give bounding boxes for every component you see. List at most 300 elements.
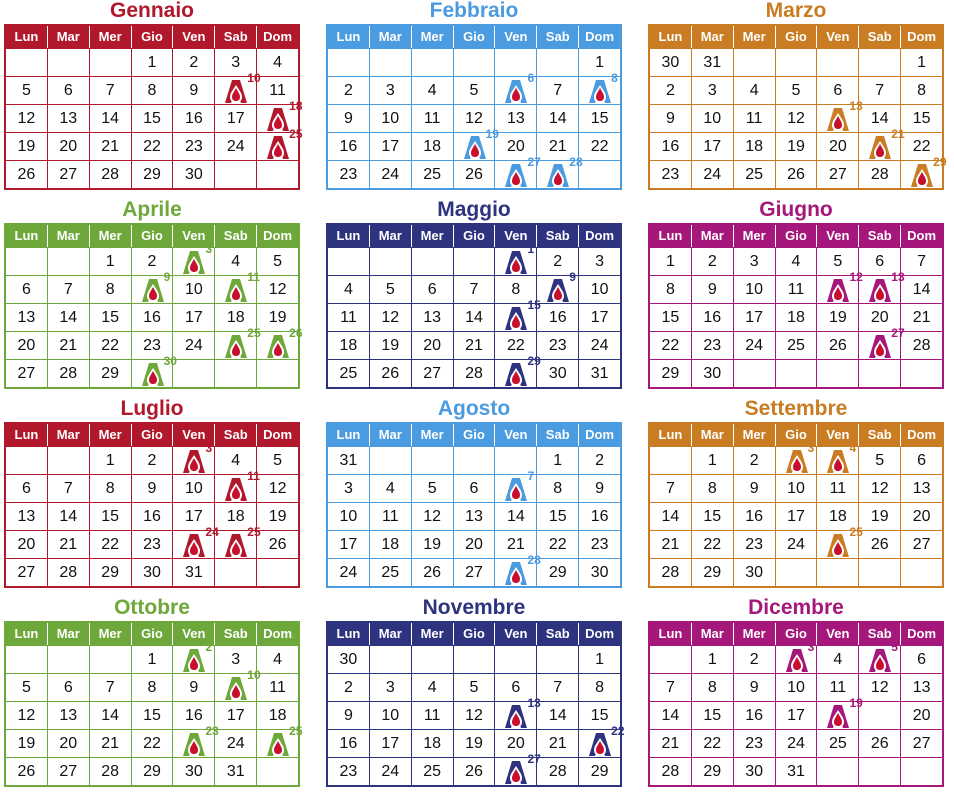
day-cell: 3 bbox=[214, 646, 256, 673]
day-cell: 31 bbox=[172, 559, 214, 586]
week-row bbox=[328, 724, 625, 757]
blood-drop-badge-icon bbox=[265, 333, 291, 359]
day-cell: 27 bbox=[816, 161, 858, 188]
week-row bbox=[6, 160, 298, 188]
day-cell: 15 bbox=[536, 503, 578, 530]
day-cell: 8 bbox=[131, 674, 173, 701]
weekday-label: Mar bbox=[691, 424, 733, 446]
day-cell: 29 bbox=[89, 360, 131, 387]
day-cell: 20 bbox=[47, 133, 89, 160]
day-cell: 21 bbox=[900, 304, 942, 331]
week-row bbox=[6, 525, 298, 558]
day-cell: 17 bbox=[578, 304, 620, 331]
blood-drop-badge-icon bbox=[181, 448, 207, 474]
day-cell: 26 bbox=[453, 161, 495, 188]
day-cell: 2 bbox=[733, 447, 775, 474]
day-cell: 7 bbox=[536, 674, 578, 701]
day-cell: 8 bbox=[89, 276, 131, 303]
weekday-label: Mer bbox=[411, 623, 453, 645]
weekday-label: Sab bbox=[858, 225, 900, 247]
donation-day-cell bbox=[494, 155, 541, 188]
empty-day-cell bbox=[858, 702, 900, 729]
day-cell: 16 bbox=[339, 138, 358, 155]
day-cell: 14 bbox=[536, 702, 578, 729]
month-title: Febbraio bbox=[429, 0, 519, 22]
weekday-label: Lun bbox=[658, 626, 683, 641]
weekday-label: Mer bbox=[411, 26, 453, 48]
weekday-label: Mar bbox=[47, 623, 89, 645]
day-cell: 18 bbox=[339, 337, 358, 354]
empty-day-cell bbox=[816, 360, 858, 387]
blood-drop-badge-icon bbox=[223, 675, 249, 701]
day-cell: 14 bbox=[47, 304, 89, 331]
weekday-label: Lun bbox=[14, 427, 39, 442]
weekday-label: Ven bbox=[494, 26, 536, 48]
empty-day-cell bbox=[858, 49, 900, 76]
day-cell: 15 bbox=[89, 304, 131, 331]
empty-day-cell bbox=[369, 49, 411, 76]
month-gennaio bbox=[4, 0, 303, 190]
day-cell: 16 bbox=[172, 702, 214, 729]
donation-day-cell bbox=[256, 326, 303, 359]
weekday-label: Mer bbox=[89, 225, 131, 247]
weekday-label: Sab bbox=[214, 225, 256, 247]
day-cell: 4 bbox=[214, 248, 256, 275]
day-cell: 25 bbox=[411, 161, 453, 188]
day-cell: 21 bbox=[89, 730, 131, 757]
day-cell: 6 bbox=[411, 276, 453, 303]
blood-drop-badge-icon bbox=[265, 731, 291, 757]
empty-day-cell bbox=[6, 646, 47, 673]
day-cell: 27 bbox=[17, 365, 36, 382]
day-cell: 28 bbox=[47, 559, 89, 586]
day-cell: 3 bbox=[733, 248, 775, 275]
donation-day-cell bbox=[131, 270, 173, 303]
empty-day-cell bbox=[453, 49, 495, 76]
donation-day-cell bbox=[214, 525, 261, 558]
blood-drop-badge-icon bbox=[181, 647, 207, 673]
day-cell: 28 bbox=[453, 360, 495, 387]
weekday-label: Gio bbox=[775, 424, 817, 446]
day-cell: 26 bbox=[369, 360, 411, 387]
month-febbraio bbox=[326, 0, 622, 190]
day-cell: 24 bbox=[339, 564, 358, 581]
day-cell: 19 bbox=[858, 503, 900, 530]
day-cell: 22 bbox=[536, 531, 578, 558]
weekday-label: Ven bbox=[816, 225, 858, 247]
week-row bbox=[650, 729, 942, 757]
weekday-label: Mer bbox=[89, 623, 131, 645]
empty-day-cell bbox=[453, 447, 495, 474]
weekday-label: Lun bbox=[336, 29, 361, 44]
blood-drop-badge-icon bbox=[503, 162, 529, 188]
blood-drop-badge-icon bbox=[503, 560, 529, 586]
donation-day-cell bbox=[214, 469, 260, 502]
day-cell: 24 bbox=[733, 332, 775, 359]
day-cell: 27 bbox=[411, 360, 453, 387]
month-title: Luglio bbox=[120, 397, 184, 420]
weekday-label: Ven bbox=[494, 225, 536, 247]
day-cell: 5 bbox=[453, 674, 495, 701]
day-cell: 8 bbox=[578, 674, 620, 701]
weekday-label: Mer bbox=[733, 424, 775, 446]
donation-day-cell bbox=[172, 724, 219, 757]
donation-day-number: 9 bbox=[569, 270, 576, 284]
empty-day-cell bbox=[47, 49, 89, 76]
week-row bbox=[6, 127, 303, 160]
weekday-label: Mar bbox=[47, 225, 89, 247]
empty-day-cell bbox=[578, 161, 620, 188]
month-title: Marzo bbox=[765, 0, 827, 22]
day-cell: 12 bbox=[411, 503, 453, 530]
donation-day-cell bbox=[453, 127, 499, 160]
day-cell: 7 bbox=[665, 480, 675, 497]
day-cell: 30 bbox=[536, 360, 578, 387]
weekday-label: Lun bbox=[14, 29, 39, 44]
donation-day-number: 27 bbox=[527, 155, 541, 169]
day-cell: 22 bbox=[578, 133, 620, 160]
day-cell: 28 bbox=[536, 758, 578, 785]
blood-drop-badge-icon bbox=[867, 134, 893, 160]
weekday-header bbox=[650, 26, 942, 48]
empty-day-cell bbox=[816, 559, 858, 586]
day-cell: 25 bbox=[733, 161, 775, 188]
day-cell: 31 bbox=[339, 452, 358, 469]
month-novembre bbox=[326, 596, 625, 787]
day-cell: 11 bbox=[256, 77, 298, 104]
donation-day-cell bbox=[494, 242, 536, 275]
week-row bbox=[6, 724, 303, 757]
empty-day-cell bbox=[256, 161, 298, 188]
day-cell: 12 bbox=[858, 674, 900, 701]
day-cell: 11 bbox=[369, 503, 411, 530]
day-cell: 2 bbox=[131, 447, 173, 474]
day-cell: 18 bbox=[775, 304, 817, 331]
donation-day-cell bbox=[775, 640, 817, 673]
donation-day-number: 22 bbox=[611, 724, 625, 738]
empty-day-cell bbox=[411, 248, 453, 275]
day-cell: 1 bbox=[578, 646, 620, 673]
day-cell: 20 bbox=[900, 503, 942, 530]
donation-day-number: 19 bbox=[485, 127, 499, 141]
empty-day-cell bbox=[328, 49, 369, 76]
day-cell: 9 bbox=[733, 475, 775, 502]
month-grid bbox=[648, 422, 944, 588]
weekday-label: Lun bbox=[658, 228, 683, 243]
day-cell: 26 bbox=[816, 332, 858, 359]
day-cell: 1 bbox=[665, 253, 675, 270]
day-cell: 14 bbox=[661, 707, 680, 724]
month-ottobre bbox=[4, 596, 303, 787]
day-cell: 10 bbox=[775, 674, 817, 701]
day-cell: 10 bbox=[578, 276, 620, 303]
empty-day-cell bbox=[816, 49, 858, 76]
day-cell: 2 bbox=[343, 82, 353, 99]
day-cell: 20 bbox=[453, 531, 495, 558]
day-cell: 3 bbox=[369, 674, 411, 701]
weekday-label: Sab bbox=[858, 424, 900, 446]
weekday-label: Dom bbox=[900, 26, 942, 48]
day-cell: 18 bbox=[214, 503, 256, 530]
month-title: Agosto bbox=[437, 397, 511, 420]
weekday-label: Mar bbox=[369, 623, 411, 645]
day-cell: 5 bbox=[453, 77, 495, 104]
donation-day-number: 25 bbox=[247, 525, 261, 539]
day-cell: 17 bbox=[775, 702, 817, 729]
weekday-label: Sab bbox=[536, 225, 578, 247]
day-cell: 3 bbox=[343, 480, 353, 497]
day-cell: 6 bbox=[47, 674, 89, 701]
donation-day-cell bbox=[816, 441, 858, 474]
donation-day-cell bbox=[131, 354, 177, 387]
donation-day-number: 8 bbox=[611, 71, 618, 85]
day-cell: 17 bbox=[339, 536, 358, 553]
day-cell: 18 bbox=[256, 702, 298, 729]
donation-day-cell bbox=[172, 525, 219, 558]
empty-day-cell bbox=[6, 248, 47, 275]
day-cell: 24 bbox=[578, 332, 620, 359]
day-cell: 8 bbox=[536, 475, 578, 502]
day-cell: 22 bbox=[691, 730, 733, 757]
blood-drop-badge-icon bbox=[223, 476, 249, 502]
day-cell: 23 bbox=[339, 166, 358, 183]
empty-day-cell bbox=[214, 161, 256, 188]
day-cell: 31 bbox=[214, 758, 256, 785]
week-row bbox=[328, 469, 620, 502]
donation-day-number: 18 bbox=[289, 99, 303, 113]
blood-drop-badge-icon bbox=[784, 448, 810, 474]
donation-day-number: 11 bbox=[247, 270, 260, 284]
day-cell: 11 bbox=[816, 674, 858, 701]
week-row bbox=[6, 701, 298, 729]
day-cell: 14 bbox=[661, 508, 680, 525]
day-cell: 29 bbox=[661, 365, 680, 382]
weekday-label: Gio bbox=[131, 225, 173, 247]
day-cell: 7 bbox=[900, 248, 942, 275]
day-cell: 20 bbox=[494, 133, 536, 160]
weekday-label: Mer bbox=[89, 424, 131, 446]
day-cell: 23 bbox=[691, 332, 733, 359]
month-grid bbox=[326, 24, 622, 190]
day-cell: 18 bbox=[369, 531, 411, 558]
day-cell: 21 bbox=[453, 332, 495, 359]
weekday-header bbox=[328, 26, 620, 48]
donation-day-cell bbox=[775, 441, 817, 474]
weekday-label: Dom bbox=[900, 623, 942, 645]
donation-day-cell bbox=[172, 242, 214, 275]
blood-drop-badge-icon bbox=[223, 532, 249, 558]
month-grid bbox=[648, 621, 944, 787]
day-cell: 28 bbox=[858, 161, 900, 188]
day-cell: 25 bbox=[369, 559, 411, 586]
blood-drop-badge-icon bbox=[545, 162, 571, 188]
weekday-label: Mer bbox=[411, 424, 453, 446]
day-cell: 21 bbox=[536, 133, 578, 160]
day-cell: 21 bbox=[536, 730, 578, 757]
donation-day-cell bbox=[494, 696, 541, 729]
week-row bbox=[6, 558, 298, 586]
day-cell: 22 bbox=[494, 332, 536, 359]
weekday-label: Ven bbox=[494, 623, 536, 645]
day-cell: 19 bbox=[369, 332, 411, 359]
month-marzo bbox=[648, 0, 947, 190]
day-cell: 8 bbox=[691, 674, 733, 701]
day-cell: 14 bbox=[536, 105, 578, 132]
empty-day-cell bbox=[6, 447, 47, 474]
day-cell: 14 bbox=[858, 105, 900, 132]
day-cell: 1 bbox=[578, 49, 620, 76]
weekday-label: Gio bbox=[131, 623, 173, 645]
week-row bbox=[328, 155, 620, 188]
day-cell: 13 bbox=[17, 508, 36, 525]
month-grid bbox=[648, 223, 944, 389]
day-cell: 14 bbox=[900, 276, 942, 303]
day-cell: 16 bbox=[661, 138, 680, 155]
blood-drop-badge-icon bbox=[181, 532, 207, 558]
week-row bbox=[328, 502, 620, 530]
month-grid bbox=[326, 422, 622, 588]
blood-drop-badge-icon bbox=[825, 277, 851, 303]
blood-drop-badge-icon bbox=[825, 106, 851, 132]
empty-day-cell bbox=[411, 49, 453, 76]
empty-day-cell bbox=[816, 758, 858, 785]
week-row bbox=[328, 696, 620, 729]
weekday-label: Gio bbox=[775, 225, 817, 247]
day-cell: 2 bbox=[733, 646, 775, 673]
day-cell: 6 bbox=[900, 646, 942, 673]
blood-drop-badge-icon bbox=[587, 731, 613, 757]
weekday-label: Lun bbox=[336, 626, 361, 641]
empty-day-cell bbox=[214, 360, 256, 387]
day-cell: 29 bbox=[691, 559, 733, 586]
weekday-label: Ven bbox=[172, 225, 214, 247]
donation-day-number: 3 bbox=[807, 640, 815, 654]
day-cell: 23 bbox=[536, 332, 578, 359]
empty-day-cell bbox=[536, 49, 578, 76]
day-cell: 7 bbox=[47, 276, 89, 303]
month-grid bbox=[4, 24, 303, 190]
empty-day-cell bbox=[214, 559, 256, 586]
donation-day-cell bbox=[900, 155, 947, 188]
week-row bbox=[6, 469, 298, 502]
day-cell: 12 bbox=[453, 105, 495, 132]
empty-day-cell bbox=[369, 248, 411, 275]
weekday-label: Sab bbox=[214, 26, 256, 48]
day-cell: 29 bbox=[131, 758, 173, 785]
weekday-label: Gio bbox=[775, 623, 817, 645]
blood-drop-badge-icon bbox=[784, 647, 810, 673]
donation-day-number: 4 bbox=[849, 441, 857, 455]
day-cell: 21 bbox=[89, 133, 131, 160]
month-title: Gennaio bbox=[109, 0, 194, 22]
day-cell: 15 bbox=[691, 503, 733, 530]
blood-drop-badge-icon bbox=[503, 759, 529, 785]
week-row bbox=[6, 326, 303, 359]
day-cell: 4 bbox=[256, 49, 298, 76]
empty-day-cell bbox=[650, 447, 691, 474]
day-cell: 11 bbox=[775, 276, 817, 303]
day-cell: 9 bbox=[733, 674, 775, 701]
blood-drop-badge-icon bbox=[140, 361, 166, 387]
day-cell: 7 bbox=[89, 674, 131, 701]
empty-day-cell bbox=[89, 49, 131, 76]
weekday-label: Gio bbox=[453, 26, 495, 48]
weekday-label: Lun bbox=[14, 626, 39, 641]
day-cell: 11 bbox=[733, 105, 775, 132]
donation-day-cell bbox=[578, 71, 620, 104]
weekday-header bbox=[328, 623, 620, 645]
day-cell: 9 bbox=[343, 707, 353, 724]
day-cell: 23 bbox=[578, 531, 620, 558]
donation-day-cell bbox=[858, 326, 905, 359]
weekday-label: Ven bbox=[172, 26, 214, 48]
donation-day-cell bbox=[214, 668, 261, 701]
donation-day-cell bbox=[494, 553, 541, 586]
day-cell: 10 bbox=[733, 276, 775, 303]
day-cell: 4 bbox=[411, 77, 453, 104]
weekday-label: Mar bbox=[691, 225, 733, 247]
month-title: Maggio bbox=[437, 198, 511, 221]
day-cell: 1 bbox=[900, 49, 942, 76]
day-cell: 18 bbox=[733, 133, 775, 160]
day-cell: 2 bbox=[131, 248, 173, 275]
day-cell: 30 bbox=[131, 559, 173, 586]
donation-day-cell bbox=[256, 724, 303, 757]
day-cell: 24 bbox=[214, 133, 256, 160]
day-cell: 9 bbox=[172, 77, 214, 104]
day-cell: 23 bbox=[661, 166, 680, 183]
donation-day-cell bbox=[816, 696, 863, 729]
weekday-header bbox=[6, 26, 298, 48]
weekday-label: Dom bbox=[578, 424, 620, 446]
day-cell: 25 bbox=[816, 730, 858, 757]
weekday-label: Ven bbox=[816, 26, 858, 48]
day-cell: 10 bbox=[369, 105, 411, 132]
day-cell: 18 bbox=[411, 730, 453, 757]
empty-day-cell bbox=[256, 758, 298, 785]
day-cell: 15 bbox=[900, 105, 942, 132]
blood-drop-badge-icon bbox=[181, 731, 207, 757]
blood-drop-badge-icon bbox=[265, 106, 291, 132]
donation-day-cell bbox=[816, 525, 863, 558]
week-row bbox=[328, 270, 620, 303]
day-cell: 13 bbox=[47, 105, 89, 132]
day-cell: 1 bbox=[89, 447, 131, 474]
empty-day-cell bbox=[858, 758, 900, 785]
day-cell: 21 bbox=[47, 332, 89, 359]
weekday-label: Mar bbox=[369, 225, 411, 247]
week-row bbox=[650, 359, 942, 387]
weekday-header bbox=[650, 225, 942, 247]
day-cell: 25 bbox=[411, 758, 453, 785]
weekday-label: Dom bbox=[578, 623, 620, 645]
weekday-label: Dom bbox=[900, 424, 942, 446]
blood-drop-badge-icon bbox=[867, 647, 893, 673]
day-cell: 2 bbox=[578, 447, 620, 474]
blood-drop-badge-icon bbox=[909, 162, 935, 188]
weekday-label: Mar bbox=[47, 26, 89, 48]
empty-day-cell bbox=[494, 646, 536, 673]
donation-day-cell bbox=[816, 99, 863, 132]
day-cell: 31 bbox=[578, 360, 620, 387]
empty-day-cell bbox=[858, 559, 900, 586]
week-row bbox=[650, 155, 947, 188]
month-title: Ottobre bbox=[114, 596, 190, 619]
weekday-header bbox=[6, 623, 298, 645]
week-row bbox=[650, 502, 942, 530]
blood-drop-badge-icon bbox=[462, 134, 488, 160]
weekday-label: Mer bbox=[733, 225, 775, 247]
